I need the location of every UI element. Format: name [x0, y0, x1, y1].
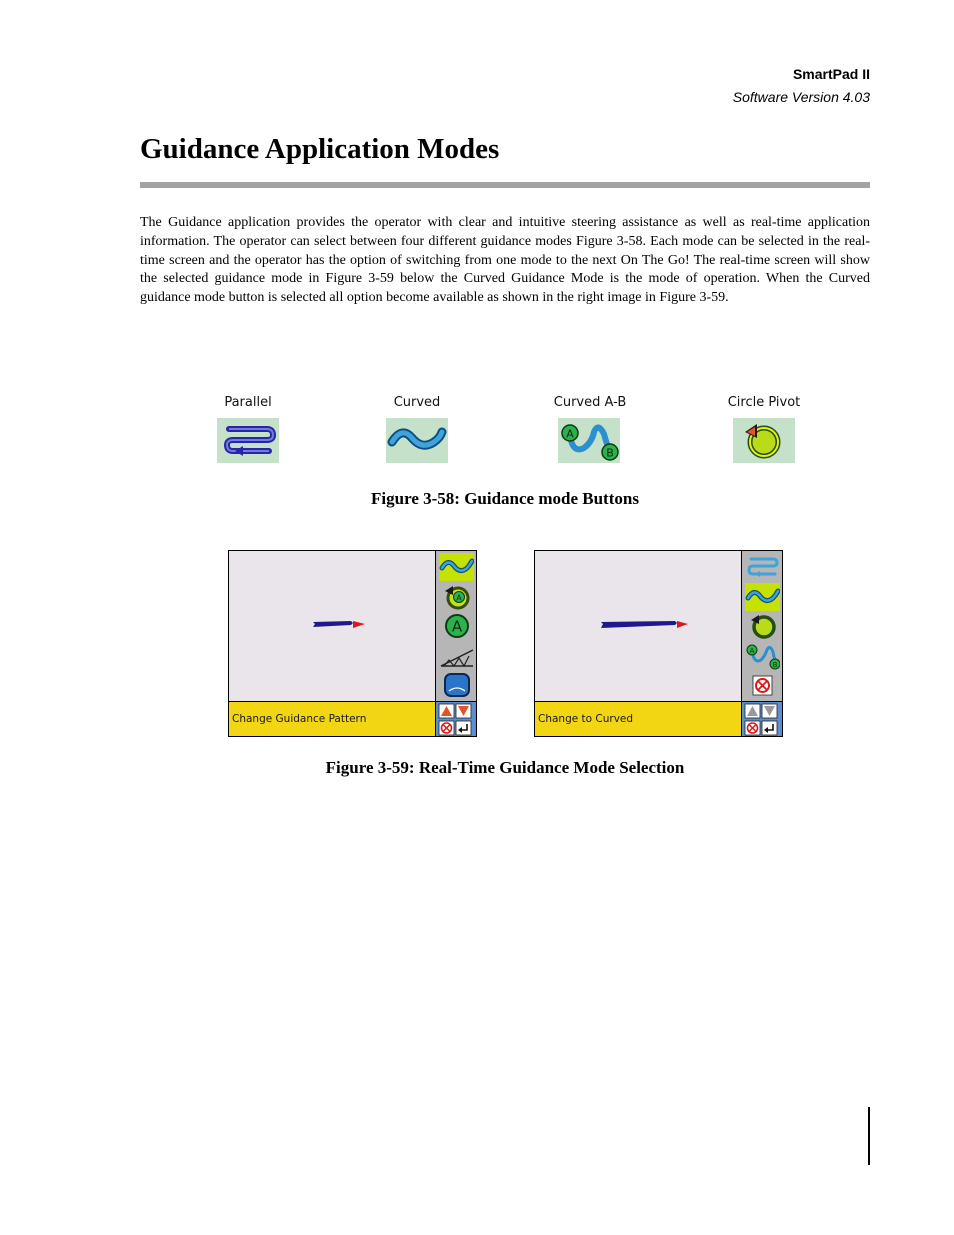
- realtime-screen-left: [228, 550, 477, 737]
- header-product-name: SmartPad II: [792, 66, 870, 82]
- curved-guidance-icon[interactable]: [439, 553, 474, 581]
- change-bar: [868, 1107, 870, 1165]
- enter-icon: [456, 721, 471, 735]
- mode-label: Circle Pivot: [727, 395, 801, 410]
- vehicle-arrow-icon: [353, 621, 365, 628]
- figure-58-caption: Figure 3-58: Guidance mode Buttons: [371, 489, 639, 508]
- header-software-version: Software Version 4.03: [732, 89, 870, 105]
- svg-text:A: A: [456, 593, 462, 603]
- curved-guidance-icon: [386, 418, 448, 463]
- curved-guidance-icon[interactable]: [745, 583, 780, 611]
- realtime-screen-right: [534, 550, 783, 737]
- status-message: Change Guidance Pattern: [232, 713, 367, 725]
- svg-text:A: A: [749, 647, 755, 655]
- softkey-panel: [435, 701, 476, 737]
- cancel-icon: [439, 721, 454, 735]
- mode-sidebar: [435, 551, 476, 701]
- svg-text:B: B: [606, 446, 614, 460]
- mode-label: Curved A-B: [553, 395, 627, 410]
- circle-pivot-guidance-icon[interactable]: [745, 612, 780, 640]
- parallel-guidance-icon: [217, 418, 279, 463]
- vehicle-arrow-icon: [677, 621, 688, 628]
- body-paragraph: The Guidance application provides the operator with clear and intuitive steering assistance as well as real-time application information. The operator can select between four different guidance modes Figure 3-58. Each mode can be selected in the real-time screen and the operator has the option of switching from one mode to the next On The Go! The real-time screen will show the selected guidance mode in Figure 3-59 below the Curved Guidance Mode is the mode of operation. When the Curved guidance mode button is selected all option become available as shown in the right image in Figure 3-59.: [140, 215, 870, 306]
- boom-icon[interactable]: [439, 642, 474, 670]
- mode-button-curved-ab[interactable]: [530, 392, 650, 468]
- up-arrow-icon: [745, 704, 760, 718]
- status-message: Change to Curved: [538, 713, 634, 725]
- mode-label: Curved: [393, 395, 441, 410]
- cancel-icon: [745, 721, 760, 735]
- svg-text:A: A: [566, 427, 574, 441]
- mode-button-curved[interactable]: [357, 392, 477, 468]
- title-rule: [140, 182, 870, 188]
- enter-icon: [762, 721, 777, 735]
- circle-pivot-guidance-icon: [733, 418, 795, 463]
- down-arrow-icon: [762, 704, 777, 718]
- down-arrow-icon: [456, 704, 471, 718]
- vehicle-track: [601, 621, 677, 628]
- cancel-icon[interactable]: [745, 671, 780, 699]
- circle-a-icon[interactable]: [439, 583, 474, 611]
- mode-button-circle-pivot[interactable]: [704, 392, 824, 468]
- curved-ab-guidance-icon: [558, 418, 620, 463]
- field-boundary-icon[interactable]: [439, 671, 474, 699]
- page-title: Guidance Application Modes: [140, 133, 500, 165]
- guidance-map-area: [535, 551, 741, 701]
- curved-ab-guidance-icon[interactable]: [745, 642, 780, 670]
- status-bar: [229, 701, 435, 737]
- mode-label: Parallel: [224, 395, 272, 410]
- up-arrow-icon: [439, 704, 454, 718]
- mark-a-icon[interactable]: [439, 612, 474, 640]
- parallel-guidance-icon[interactable]: [745, 553, 780, 581]
- guidance-map-area: [229, 551, 435, 701]
- svg-text:A: A: [451, 617, 463, 636]
- vehicle-track: [313, 621, 353, 627]
- mode-sidebar: [741, 551, 782, 701]
- mode-button-parallel[interactable]: [188, 392, 308, 468]
- figure-59-caption: Figure 3-59: Real-Time Guidance Mode Selection: [325, 758, 685, 777]
- softkey-panel: [741, 701, 782, 737]
- status-bar: [535, 701, 741, 737]
- svg-text:B: B: [772, 661, 778, 669]
